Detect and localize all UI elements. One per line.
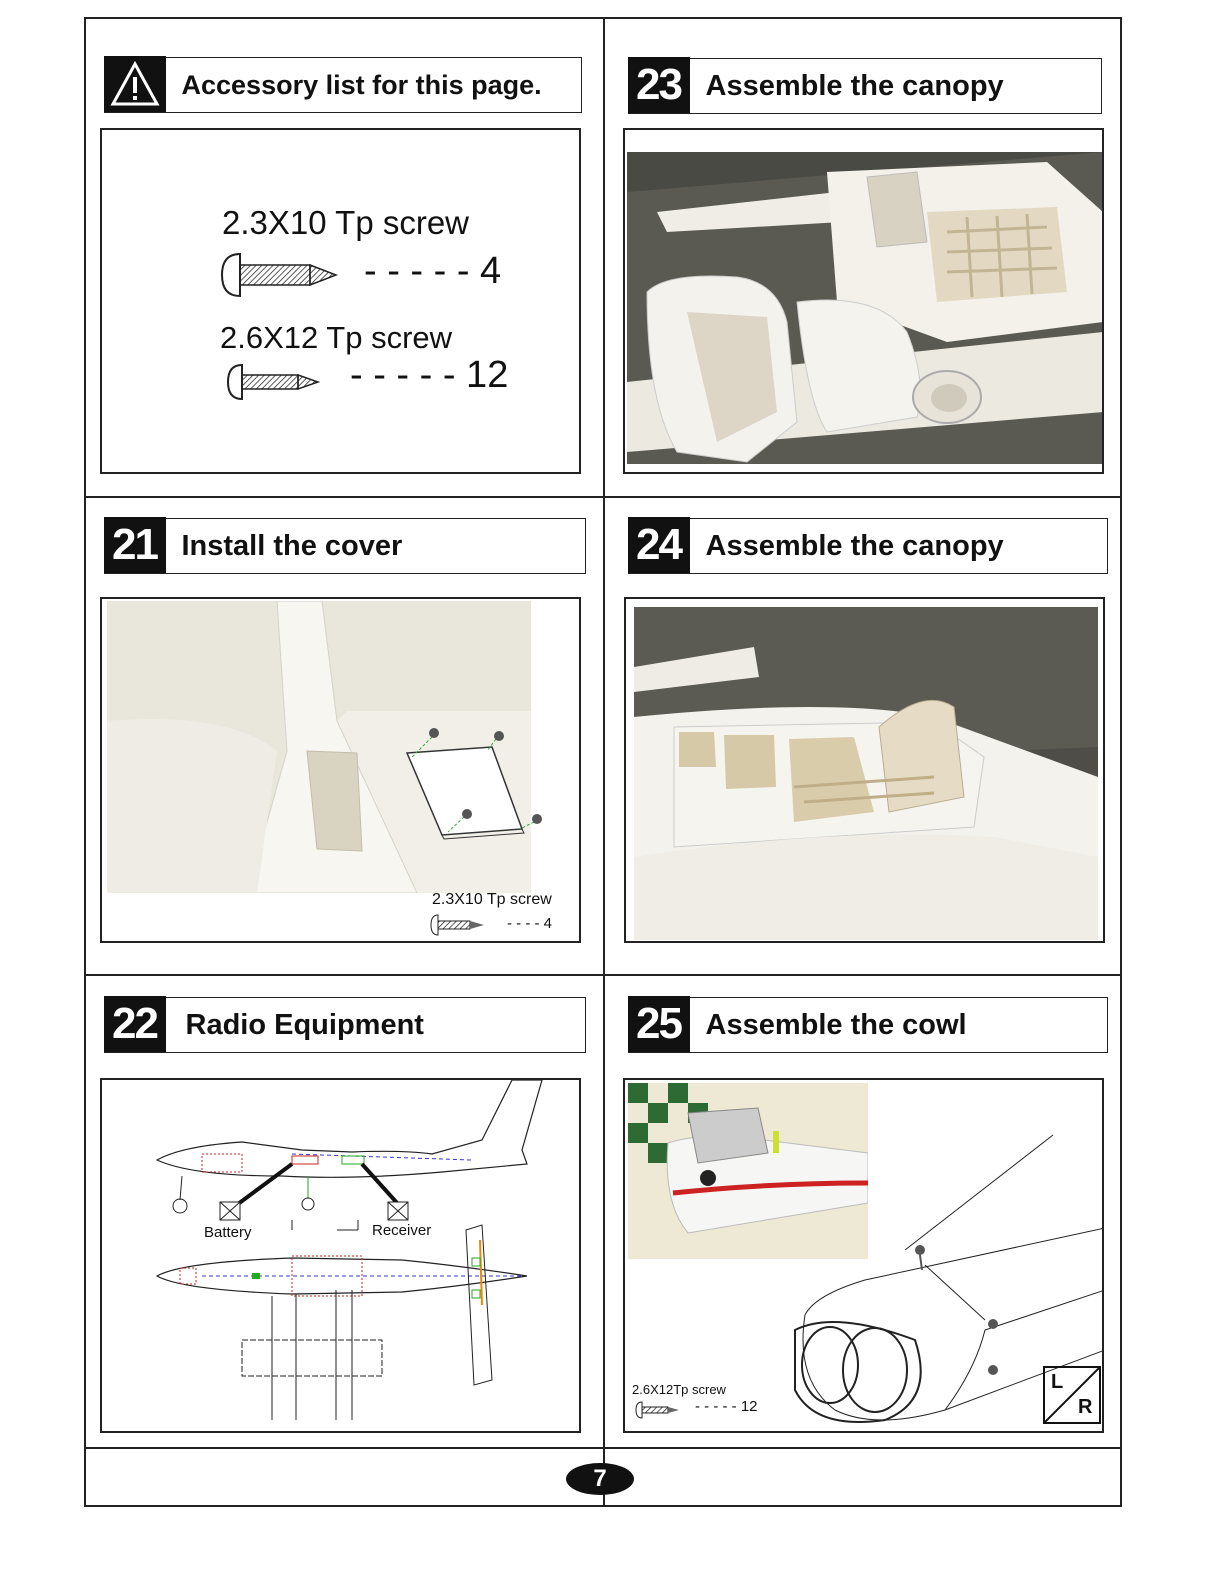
step-22-number: 22 bbox=[104, 996, 166, 1052]
receiver-label: Receiver bbox=[372, 1222, 432, 1239]
step-21-screw-label: 2.3X10 Tp screw bbox=[432, 891, 552, 908]
step-24-title: Assemble the canopy bbox=[705, 529, 1004, 562]
lr-bottom-label: R bbox=[1078, 1396, 1093, 1418]
step-24-photo-box bbox=[624, 597, 1105, 943]
step-22-header bbox=[104, 997, 586, 1053]
step-25-header bbox=[628, 997, 1108, 1053]
step-24-number: 24 bbox=[628, 517, 690, 573]
screw-icon bbox=[226, 362, 326, 402]
step-25-diagram-box bbox=[623, 1078, 1104, 1433]
step-23-title: Assemble the canopy bbox=[705, 69, 1004, 102]
step-21-screw-qty: - - - - 4 bbox=[507, 915, 552, 932]
row-divider-1 bbox=[84, 496, 1122, 498]
step-23-number: 23 bbox=[628, 57, 690, 113]
step-21-photo-box bbox=[100, 597, 581, 943]
step-22-title: Radio Equipment bbox=[185, 1008, 424, 1041]
footer-divider bbox=[84, 1447, 1122, 1449]
warning-icon bbox=[104, 56, 166, 112]
screw-2-qty: - - - - - 12 bbox=[350, 354, 509, 396]
step-25-screw-qty: - - - - - 12 bbox=[695, 1398, 758, 1415]
step-21-header bbox=[104, 518, 586, 574]
lr-top-label: L bbox=[1051, 1371, 1064, 1393]
battery-label: Battery bbox=[204, 1224, 252, 1241]
canopy-photo bbox=[627, 152, 1103, 464]
accessory-box bbox=[100, 128, 581, 474]
column-divider bbox=[603, 17, 605, 1507]
accessory-title: Accessory list for this page. bbox=[181, 69, 542, 100]
screw-icon bbox=[635, 1400, 685, 1420]
cover-diagram bbox=[392, 717, 562, 847]
step-21-number: 21 bbox=[104, 517, 166, 573]
step-21-title: Install the cover bbox=[181, 529, 403, 562]
step-25-title: Assemble the cowl bbox=[705, 1008, 967, 1041]
screw-icon bbox=[430, 913, 490, 937]
radio-equipment-diagram bbox=[102, 1080, 579, 1431]
step-23-header bbox=[628, 58, 1102, 114]
screw-icon bbox=[220, 250, 340, 300]
screw-2-name: 2.6X12 Tp screw bbox=[220, 320, 453, 355]
step-25-number: 25 bbox=[628, 996, 690, 1052]
step-22-diagram-box bbox=[100, 1078, 581, 1433]
step-23-photo-box bbox=[623, 128, 1104, 474]
step-24-header bbox=[628, 518, 1108, 574]
screw-1-qty: - - - - - 4 bbox=[364, 250, 502, 292]
canopy-side-photo bbox=[634, 607, 1098, 940]
left-right-indicator bbox=[1043, 1366, 1101, 1424]
step-25-screw-label: 2.6X12Tp screw bbox=[632, 1382, 726, 1397]
screw-1-name: 2.3X10 Tp screw bbox=[222, 204, 470, 241]
row-divider-2 bbox=[84, 974, 1122, 976]
accessory-header bbox=[104, 57, 582, 113]
page-number: 7 bbox=[566, 1463, 634, 1495]
